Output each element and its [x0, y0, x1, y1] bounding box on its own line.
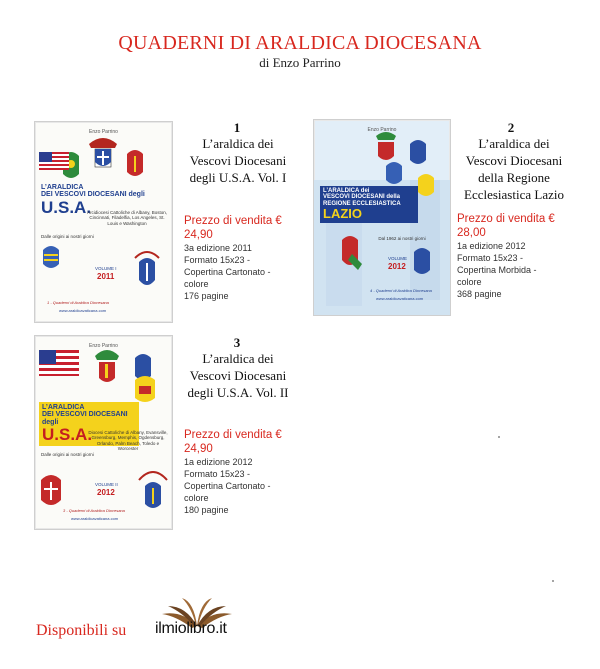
cover-type-text: Copertina Cartonato -	[184, 267, 271, 277]
price-label: Prezzo di vendita €	[457, 213, 555, 225]
color-text: colore	[184, 493, 209, 503]
book-cover-1[interactable]	[34, 121, 173, 323]
cover-author: Enzo Parrino	[89, 129, 118, 135]
speck	[498, 436, 500, 438]
book-title-line: Ecclesiastica Lazio	[464, 187, 564, 202]
cover-url: www.araldicavaticana.com	[71, 516, 119, 521]
price-label: Prezzo di vendita €	[184, 215, 282, 227]
edition-text: 1a edizione 2012	[184, 457, 253, 467]
price-value: 24,90	[184, 229, 213, 241]
cover-title-line: REGIONE ECCLESIASTICA	[323, 200, 401, 207]
cover-title-line: L’ARALDICA	[42, 404, 85, 411]
available-label: Disponibili su	[36, 622, 127, 639]
cover-year: 2012	[97, 488, 115, 497]
price-label: Prezzo di vendita €	[184, 429, 282, 441]
store-name[interactable]: ilmiolibro.it	[155, 620, 227, 637]
page-title: QUADERNI DI ARALDICA DIOCESANA	[118, 32, 482, 54]
cover-series: 4 - Quaderni di Araldica Diocesana	[370, 288, 432, 293]
cover-title-line: L’ARALDICA dei	[323, 188, 370, 194]
cover-type-text: Copertina Cartonato -	[184, 481, 271, 491]
cover-volume: VOLUME	[388, 256, 408, 261]
format-text: Formato 15x23 -	[184, 469, 251, 479]
color-text: colore	[457, 277, 482, 287]
book-title-line: L’araldica dei	[202, 351, 274, 366]
pages-text: 176 pagine	[184, 291, 229, 301]
book-title-line: degli U.S.A. Vol. II	[187, 385, 289, 400]
cover-dioceses: Arcidiocesi Cattoliche di Albany, Boston, Cincinnati, Filadelfia, Los Angeles, St. Louis e Washington	[87, 210, 167, 226]
book-title-line: L’araldica dei	[478, 136, 550, 151]
format-text: Formato 15x23 -	[457, 253, 524, 263]
book-cover-2[interactable]	[313, 119, 451, 316]
page-subtitle: di Enzo Parrino	[259, 55, 341, 70]
book-title-line: L’araldica dei	[202, 136, 274, 151]
edition-text: 3a edizione 2011	[184, 243, 252, 253]
book-number: 3	[233, 335, 241, 350]
cover-series: 1 - Quaderni di Araldica Diocesana	[47, 300, 109, 305]
cover-title-line: L’ARALDICA	[41, 184, 84, 191]
cover-title-big: LAZIO	[323, 205, 362, 221]
cover-author: Enzo Parrino	[367, 127, 397, 133]
cover-series: 3 - Quaderni di Araldica Diocesana	[63, 508, 125, 513]
book-title-line: Vescovi Diocesani	[465, 153, 563, 168]
color-text: colore	[184, 279, 209, 289]
book-cover-3[interactable]	[34, 335, 173, 530]
book-number: 1	[233, 120, 241, 135]
cover-year: 2012	[388, 262, 406, 271]
price-value: 24,90	[184, 443, 213, 455]
cover-motto: Dalle origini ai nostri giorni	[41, 234, 94, 239]
cover-author: Enzo Parrino	[89, 343, 118, 349]
book-title-line: della Regione	[478, 170, 550, 185]
format-text: Formato 15x23 -	[184, 255, 251, 265]
cover-motto: Dalle origini ai nostri giorni	[41, 452, 94, 457]
cover-title-line: DEI VESCOVI DIOCESANI degli	[41, 191, 145, 199]
pages-text: 368 pagine	[457, 289, 502, 299]
cover-title-line: VESCOVI DIOCESANI della	[323, 194, 401, 201]
speck	[552, 580, 554, 582]
cover-year: 2011	[97, 272, 115, 281]
cover-url: www.araldicavaticana.com	[59, 308, 107, 313]
cover-url: www.araldicavaticana.com	[376, 296, 424, 301]
book-title-line: Vescovi Diocesani	[189, 153, 287, 168]
book-title-line: Vescovi Diocesani	[189, 368, 287, 383]
cover-title-line: DEI VESCOVI DIOCESANI degli	[42, 411, 128, 426]
price-value: 28,00	[457, 227, 486, 239]
edition-text: 1a edizione 2012	[457, 241, 526, 251]
cover-type-text: Copertina Morbida -	[457, 265, 537, 275]
book-title-line: degli U.S.A. Vol. I	[189, 170, 287, 185]
cover-title-big: U.S.A.	[42, 425, 93, 445]
cover-title-big: U.S.A.	[41, 197, 92, 217]
cover-dioceses: Diocesi Cattoliche di Albany, Evansville, Greensburg, Memphis, Ogdensburg, Orlando, Palm Beach, Toledo e Worcester	[88, 430, 168, 452]
pages-text: 180 pagine	[184, 505, 229, 515]
cover-motto: Dal 1962 ai nostri giorni	[378, 236, 426, 241]
cover-volume: VOLUME II	[95, 482, 118, 487]
book-number: 2	[507, 120, 515, 135]
cover-volume: VOLUME I	[95, 266, 117, 271]
